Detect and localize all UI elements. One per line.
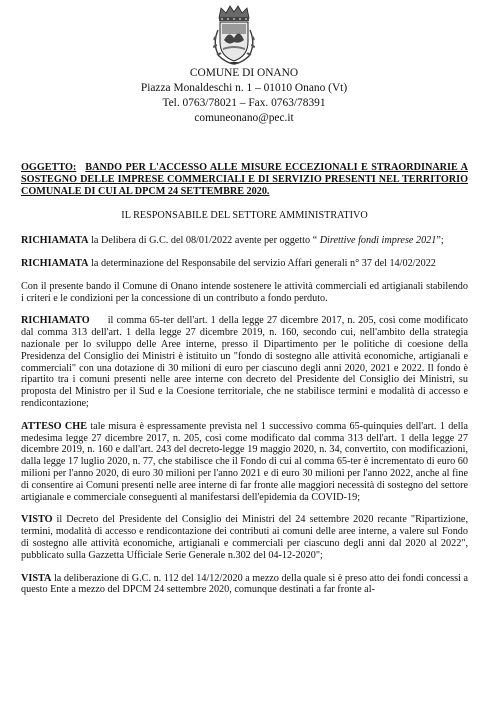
paragraph-italic-text: Direttive fondi imprese 2021	[317, 235, 437, 247]
paragraph-lead: VISTO	[21, 514, 53, 526]
paragraph-vista	[21, 573, 468, 597]
paragraph-lead: VISTA	[21, 572, 52, 584]
subject-heading	[21, 162, 468, 197]
paragraph-intro: Con il presente bando il Comune di Onano intende sostenere le attività commerciali ed artigianali stabilendo i criteri e le condizioni per la concessione di un contributo a fondo perduto.	[21, 280, 468, 304]
municipality-name: COMUNE DI ONANO	[189, 67, 299, 79]
paragraph-text: la determinazione del Responsabile del servizio Affari generali n° 37 del 14/02/2022	[88, 257, 436, 269]
paragraph-text: tale misura è espressamente prevista nel 1 successivo comma 65-quinquies dell'art. 1 della medesima legge 27 dicembre 2017, n. 205, così come modificato dal comma 313 dell'art. 1 della legge 27 dicembre 2019, n. 160 e dall'art. 243 del decreto-legge 19 maggio 2020, n. 34, convertito, con modificazioni, dalla legge 17 luglio 2020, n. 77, che stabilisce che il Fondo di cui al comma 65-ter è incrementato di euro 60 milioni per l'anno 2020, di euro 30 milioni per l'anno 2021 e di euro 30 milioni per l'anno 2022, anche al fine di consentire ai Comuni presenti nelle aree interne di far fronte alle maggiori necessità di sostegno del settore artigianale e commerciale conseguenti al manifestarsi dell'epidemia da COVID-19;	[21, 420, 468, 503]
municipal-coat-of-arms-icon	[209, 4, 259, 66]
paragraph-lead: ATTESO CHE	[21, 420, 87, 432]
paragraph-richiamato	[21, 315, 468, 409]
municipality-phone-fax: Tel. 0763/78021 – Fax. 0763/78391	[162, 97, 326, 109]
subject-text: BANDO PER L'ACCESSO ALLE MISURE ECCEZIONALI E STRAORDINARIE A SOSTEGNO DELLE IMPRESE COMMERCIALI E DI SERVIZIO PRESENTI NEL TERRITORIO COMUNALE DI CUI AL DPCM 24 SETTEMBRE 2020.	[21, 162, 468, 197]
issuer-heading: IL RESPONSABILE DEL SETTORE AMMINISTRATIVO	[121, 210, 368, 222]
paragraph-text: il comma 65-ter dell'art. 1 della legge 27 dicembre 2017, n. 205, così come modificato dal comma 313 dell'art. 1 della legge 27 dicembre 2019, n. 160, secondo cui, nell'ambito della strategia nazionale per lo sviluppo delle Aree interne, presso il Dipartimento per le politiche di coesione della Presidenza del Consiglio dei Ministri è istituito un "fondo di sostegno alle attività economiche, artigianali e commerciali" con una dotazione di 30 milioni di euro per ciascuno degli anni 2020, 2021 e 2022. Il fondo è ripartito tra i comuni presenti nelle aree interne con decreto del Presidente del Consiglio dei Ministri, su proposta del Ministro per il Sud e la Coesione territoriale, che ne stabilisce termini e modalità di accesso e rendicontazione;	[21, 315, 468, 409]
paragraph-lead: RICHIAMATO	[21, 315, 90, 327]
paragraph-richiamata-determinazione	[21, 258, 468, 270]
document-body	[21, 162, 468, 607]
paragraph-text-end: ”;	[436, 235, 444, 247]
paragraph-text: la deliberazione di G.C. n. 112 del 14/12/2020 a mezzo della quale si è preso atto dei fondi concessi a questo Ente a mezzo del DPCM 24 settembre 2020, comunque destinati a far fronte al-	[21, 572, 468, 596]
paragraph-lead: RICHIAMATA	[21, 257, 89, 269]
paragraph-richiamata-delibera	[21, 235, 468, 247]
paragraph-text: il Decreto del Presidente del Consiglio dei Ministri del 24 settembre 2020 recante "Ripartizione, termini, modalità di accesso e rendicontazione dei contributi ai comuni delle aree interne, a valere sul Fondo di sostegno alle attività economiche, artigianali e commerciali per ciascuno degli anni dal 2020 al 2022", pubblicato sulla Gazzetta Ufficiale Serie Generale n.302 del 04-12-2020";	[21, 514, 468, 561]
municipality-pec-email[interactable]: comuneonano@pec.it	[194, 112, 294, 124]
paragraph-atteso-che	[21, 421, 468, 504]
paragraph-text: la Delibera di G.C. del 08/01/2022 avente per oggetto “	[88, 235, 318, 247]
municipality-address: Piazza Monaldeschi n. 1 – 01010 Onano (Vt)	[140, 82, 348, 94]
subject-label: OGGETTO:	[21, 162, 77, 173]
paragraph-lead: RICHIAMATA	[21, 235, 89, 247]
paragraph-visto	[21, 514, 468, 561]
